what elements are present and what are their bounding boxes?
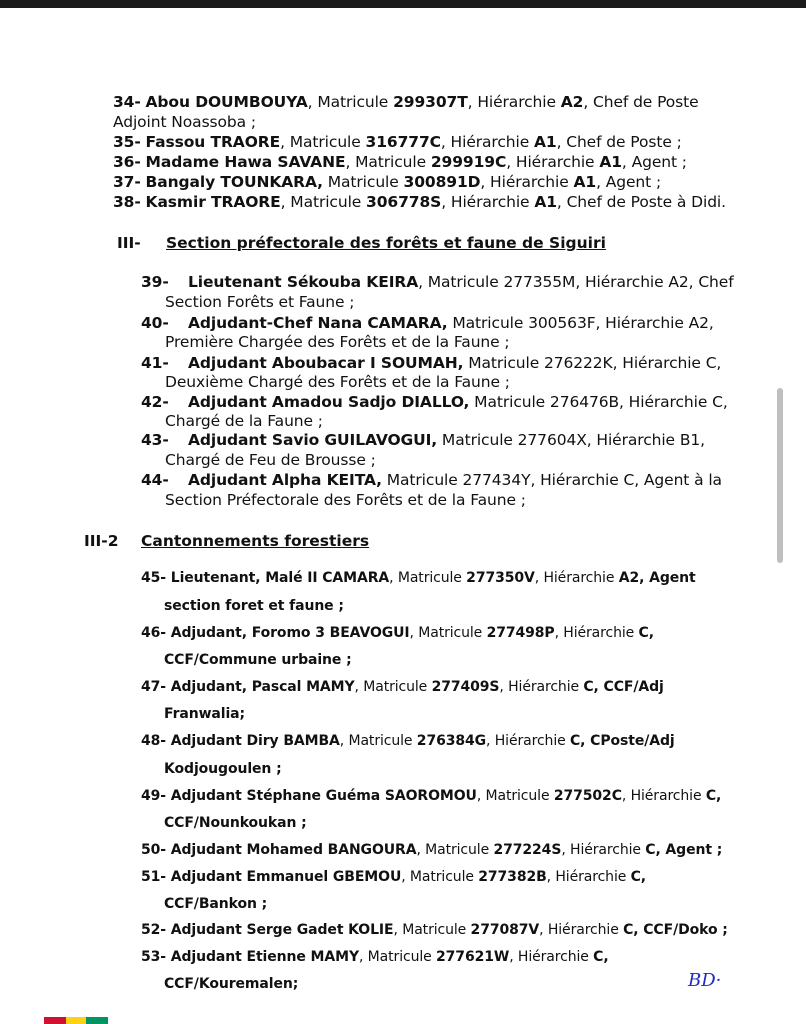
- matricule: 277087V: [470, 922, 540, 938]
- matricule: 277224S: [493, 842, 562, 858]
- person-name: Adjudant Amadou Sadjo DIALLO,: [188, 393, 470, 411]
- list-item: 50- Adjudant Mohamed BANGOURA, Matricule 277224S, Hiérarchie C, Agent ;: [141, 842, 723, 858]
- role: Chef de Poste à Didi.: [566, 193, 726, 211]
- list-item-continuation: Deuxième Chargé des Forêts et de la Faune ;: [165, 373, 510, 391]
- list-item-continuation: Adjoint Noassoba ;: [113, 113, 256, 131]
- role: Agent ;: [631, 153, 687, 171]
- person-name: Bangaly TOUNKARA,: [145, 173, 323, 191]
- list-item-continuation: CCF/Nounkoukan ;: [164, 815, 307, 831]
- person-name: Adjudant Aboubacar I SOUMAH,: [188, 354, 464, 372]
- matricule: 277502C: [553, 788, 622, 804]
- list-item-continuation: CCF/Kouremalen;: [164, 976, 299, 992]
- hierarchie: A2: [560, 93, 584, 111]
- item-number: 37-: [113, 173, 141, 191]
- person-name: 50- Adjudant Mohamed BANGOURA: [141, 842, 417, 858]
- person-name: 47- Adjudant, Pascal MAMY: [141, 679, 355, 695]
- hierarchie: C,: [593, 949, 609, 965]
- list-item-continuation: Franwalia;: [164, 706, 246, 722]
- list-item-continuation: Section Forêts et Faune ;: [165, 293, 355, 311]
- item-number: 34-: [113, 93, 141, 111]
- person-name: Adjudant-Chef Nana CAMARA,: [188, 314, 448, 332]
- item-number: 36-: [113, 153, 141, 171]
- list-item: 43- Adjudant Savio GUILAVOGUI, Matricule 277604X, Hiérarchie B1,: [141, 431, 705, 449]
- item-number: 40-: [141, 314, 169, 332]
- person-name: Kasmir TRAORE: [145, 193, 281, 211]
- item-number: 41-: [141, 354, 169, 372]
- item-number: 39-: [141, 273, 169, 291]
- list-item-continuation: Chargé de Feu de Brousse ;: [165, 451, 376, 469]
- list-item-continuation: CCF/Commune urbaine ;: [164, 652, 352, 668]
- matricule: 299919C: [430, 153, 507, 171]
- matricule: 306778S: [366, 193, 442, 211]
- person-name: Adjudant Alpha KEITA,: [188, 471, 382, 489]
- hierarchie: C,: [705, 788, 722, 804]
- item-number: 44-: [141, 471, 169, 489]
- item-number: 42-: [141, 393, 169, 411]
- hierarchie: A1: [533, 133, 557, 151]
- list-item: 49- Adjudant Stéphane Guéma SAOROMOU, Matricule 277502C, Hiérarchie C,: [141, 788, 722, 804]
- hierarchie: C,: [630, 869, 647, 885]
- item-number: 35-: [113, 133, 141, 151]
- matricule: 277409S: [431, 679, 500, 695]
- list-item: 42- Adjudant Amadou Sadjo DIALLO, Matricule 276476B, Hiérarchie C,: [141, 393, 728, 411]
- handwritten-initials: BD·: [688, 970, 722, 991]
- list-item-continuation: CCF/Bankon ;: [164, 896, 268, 912]
- list-item: 44- Adjudant Alpha KEITA, Matricule 277434Y, Hiérarchie C, Agent à la: [141, 471, 722, 489]
- item-number: 38-: [113, 193, 141, 211]
- section-title: Cantonnements forestiers: [141, 532, 370, 550]
- list-item: 34- Abou DOUMBOUYA, Matricule 299307T, Hiérarchie A2, Chef de Poste: [113, 93, 699, 111]
- flag-green-stripe: [86, 1017, 108, 1024]
- person-name: 53- Adjudant Etienne MAMY: [141, 949, 359, 965]
- person-name: 51- Adjudant Emmanuel GBEMOU: [141, 869, 402, 885]
- person-name: Abou DOUMBOUYA: [145, 93, 308, 111]
- person-name: Adjudant Savio GUILAVOGUI,: [188, 431, 438, 449]
- list-item: 46- Adjudant, Foromo 3 BEAVOGUI, Matricule 277498P, Hiérarchie C,: [141, 625, 654, 641]
- person-name: 46- Adjudant, Foromo 3 BEAVOGUI: [141, 625, 410, 641]
- list-item-continuation: Kodjougoulen ;: [164, 761, 282, 777]
- matricule: 276384G: [416, 733, 487, 749]
- flag-red-stripe: [44, 1017, 66, 1024]
- hierarchie: A1: [599, 153, 622, 171]
- matricule: 277350V: [466, 570, 535, 586]
- list-item: 48- Adjudant Diry BAMBA, Matricule 276384G, Hiérarchie C, CPoste/Adj: [141, 733, 675, 749]
- hierarchie: C: [645, 842, 656, 858]
- person-name: 52- Adjudant Serge Gadet KOLIE: [141, 922, 394, 938]
- hierarchie: C: [569, 733, 581, 749]
- hierarchie: A2: [618, 570, 640, 586]
- person-name: Madame Hawa SAVANE: [145, 153, 346, 171]
- person-name: Fassou TRAORE: [145, 133, 281, 151]
- list-item: 40- Adjudant-Chef Nana CAMARA, Matricule 300563F, Hiérarchie A2,: [141, 314, 714, 332]
- matricule: 277498P: [486, 625, 555, 641]
- section-title: Section préfectorale des forêts et faune de Siguiri: [166, 234, 606, 252]
- flag-yellow-stripe: [66, 1017, 86, 1024]
- list-item-continuation: section foret et faune ;: [164, 598, 344, 614]
- matricule: 300891D: [403, 173, 481, 191]
- section-label: III-: [117, 234, 141, 252]
- item-number: 43-: [141, 431, 169, 449]
- list-item-continuation: Chargé de la Faune ;: [165, 412, 323, 430]
- matricule: 277382B: [478, 869, 547, 885]
- top-bar: [0, 0, 806, 8]
- person-name: 49- Adjudant Stéphane Guéma SAOROMOU: [141, 788, 477, 804]
- scrollbar[interactable]: [777, 388, 783, 563]
- list-item: 35- Fassou TRAORE, Matricule 316777C, Hiérarchie A1, Chef de Poste ;: [113, 133, 682, 151]
- list-item-continuation: Première Chargée des Forêts et de la Faune ;: [165, 333, 510, 351]
- matricule: 299307T: [393, 93, 468, 111]
- list-item-continuation: Section Préfectorale des Forêts et de la Faune ;: [165, 491, 526, 509]
- list-item: 36- Madame Hawa SAVANE, Matricule 299919C, Hiérarchie A1, Agent ;: [113, 153, 687, 171]
- list-item: 52- Adjudant Serge Gadet KOLIE, Matricule 277087V, Hiérarchie C, CCF/Doko ;: [141, 922, 728, 938]
- person-name: Lieutenant Sékouba KEIRA: [188, 273, 419, 291]
- hierarchie: A1: [534, 193, 557, 211]
- list-item: 47- Adjudant, Pascal MAMY, Matricule 277409S, Hiérarchie C, CCF/Adj: [141, 679, 664, 695]
- role: Agent ;: [605, 173, 662, 191]
- list-item: 37- Bangaly TOUNKARA, Matricule 300891D, Hiérarchie A1, Agent ;: [113, 173, 662, 191]
- hierarchie: C,: [638, 625, 654, 641]
- matricule: 316777C: [365, 133, 441, 151]
- person-name: 45- Lieutenant, Malé II CAMARA: [141, 570, 390, 586]
- role: Chef de Poste: [593, 93, 699, 111]
- person-name: 48- Adjudant Diry BAMBA: [141, 733, 340, 749]
- list-item: 41- Adjudant Aboubacar I SOUMAH, Matricule 276222K, Hiérarchie C,: [141, 354, 722, 372]
- role: Chef de Poste ;: [566, 133, 682, 151]
- hierarchie: A1: [573, 173, 597, 191]
- list-item: 38- Kasmir TRAORE, Matricule 306778S, Hiérarchie A1, Chef de Poste à Didi.: [113, 193, 726, 211]
- list-item: 39- Lieutenant Sékouba KEIRA, Matricule 277355M, Hiérarchie A2, Chef: [141, 273, 734, 291]
- list-item: 53- Adjudant Etienne MAMY, Matricule 277621W, Hiérarchie C,: [141, 949, 609, 965]
- section-label: III-2: [84, 532, 119, 550]
- list-item: 51- Adjudant Emmanuel GBEMOU, Matricule 277382B, Hiérarchie C,: [141, 869, 647, 885]
- hierarchie: C: [583, 679, 594, 695]
- list-item: 45- Lieutenant, Malé II CAMARA, Matricule 277350V, Hiérarchie A2, Agent: [141, 570, 696, 586]
- hierarchie: C: [623, 922, 634, 938]
- matricule: 277621W: [436, 949, 510, 965]
